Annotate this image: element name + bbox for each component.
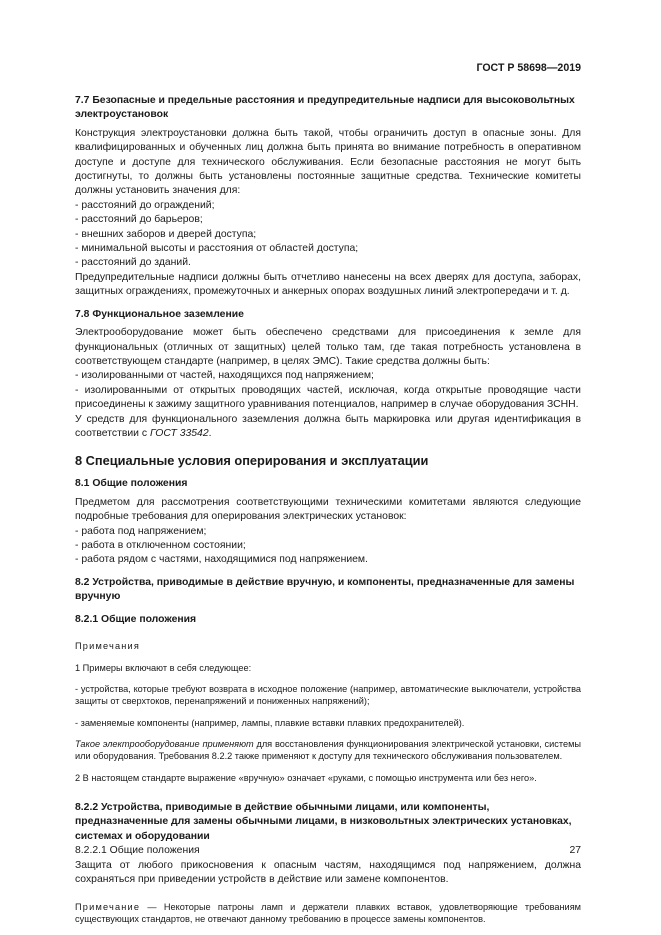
list-item: - изолированными от открытых проводящих частей, исключая, когда открытые проводящие части присоединены к зажиму защитного уравнивания потенциалов, например в случае оборудования ЗСНН.	[75, 384, 581, 411]
section-8-2-1-heading: 8.2.1 Общие положения	[75, 613, 197, 625]
section-7-8-heading: 7.8 Функциональное заземление	[75, 308, 244, 320]
note-1: 1 Примеры включают в себя следующее:	[75, 662, 252, 673]
section-8-2-heading: 8.2 Устройства, приводимые в действие вручную, и компоненты, предназначенные для замены вручную	[75, 576, 575, 603]
list-item: - минимальной высоты и расстояния от областей доступа;	[75, 243, 359, 255]
final-note-label: Примечание	[75, 901, 141, 912]
list-item: - внешних заборов и дверей доступа;	[75, 228, 257, 240]
note-1-tail	[75, 738, 581, 762]
list-item: - работа в отключенном состоянии;	[75, 539, 246, 551]
section-8-2-2-1-heading: 8.2.2.1 Общие положения	[75, 845, 200, 857]
section-8-2-2-1-text: Защита от любого прикосновения к опасным частям, находящимся под напряжением, должна сохраняться при приведении устройств в действие или замене компонентов.	[75, 859, 581, 885]
section-8-2-2-heading: 8.2.2 Устройства, приводимые в действие обычными лицами, или компоненты, предназначенные для замены обычными лицами, в низковольтных электрических установках, системах и оборудовании	[75, 801, 572, 842]
list-item: - расстояний до барьеров;	[75, 214, 203, 226]
list-item: - расстояний до ограждений;	[75, 199, 215, 211]
section-8-1-intro: Предметом для рассмотрения соответствующими техническими комитетами являются следующие подробные требования для оперирования электрических установок:	[75, 496, 581, 523]
list-item: - работа рядом с частями, находящимися под напряжением.	[75, 554, 368, 566]
final-note	[75, 901, 581, 925]
section-7-7-heading: 7.7 Безопасные и предельные расстояния и предупредительные надписи для высоковольтных электроустановок	[75, 95, 575, 121]
list-item: - заменяемые компоненты (например, лампы, плавкие вставки плавких предохранителей).	[75, 717, 465, 728]
list-item: - устройства, которые требуют возврата в исходное положение (например, автоматические выключатели, устройства защиты от сверхтоков, перенапряжений и пониженных напряжений);	[75, 683, 581, 707]
list-item: - расстояний до зданий.	[75, 257, 191, 269]
final-note-text: — Некоторые патроны ламп и держатели плавких вставок, удовлетворяющие требованиям существующих стандартов, не отвечают данному требованию в процессе замены компонентов.	[75, 901, 581, 924]
section-7-8-closing	[75, 413, 581, 442]
closing-period: .	[208, 427, 212, 439]
section-7-7-intro: Конструкция электроустановки должна быть такой, чтобы ограничить доступ в опасные зоны. Для квалифицированных и обученных лиц должна быть принята во внимание потребность в оперативном доступе и доступе для технического обслуживания. Если безопасные расстояния не могут быть достигнуты, то должны быть установлены постоянные защитные средства. Технические комитеты должны установить значения для:	[75, 127, 581, 197]
section-7-8-intro: Электрооборудование может быть обеспечено средствами для присоединения к земле для функциональных (отличных от защитных) целей только там, где такая потребность установлена в соответствующем стандарте (например, в целях ЭМС). Такие средства должны быть:	[75, 327, 581, 367]
section-8-heading: 8 Специальные условия оперирования и эксплуатации	[75, 453, 429, 469]
section-8-1-heading: 8.1 Общие положения	[75, 478, 188, 490]
closing-text: У средств для функционального заземления должна быть маркировка или другая идентификация в соответствии с	[75, 413, 581, 439]
page-content	[75, 94, 581, 934]
notes-label: Примечания	[75, 641, 141, 652]
page-number: 27	[569, 845, 581, 856]
standard-reference: ГОСТ 33542	[149, 427, 209, 439]
section-7-7-closing: Предупредительные надписи должны быть отчетливо нанесены на всех дверях для доступа, заборах, защитных ограждениях, промежуточных и анкерных опорах воздушных линий электропередачи и т. д.	[75, 271, 581, 298]
note-2: 2 В настоящем стандарте выражение «вручную» означает «руками, с помощью инструмента или без него».	[75, 772, 537, 783]
note-1-tail-italic: Такое электрооборудование применяют	[75, 738, 254, 749]
standard-header: ГОСТ Р 58698—2019	[476, 62, 581, 74]
list-item: - изолированными от частей, находящихся под напряжением;	[75, 370, 374, 382]
list-item: - работа под напряжением;	[75, 525, 207, 537]
note-1-tail-text: для восстановления функционирования электрической установки, системы или оборудования. Требования 8.2.2 также применяют к доступу для технического обслуживания пользователем.	[75, 738, 581, 762]
